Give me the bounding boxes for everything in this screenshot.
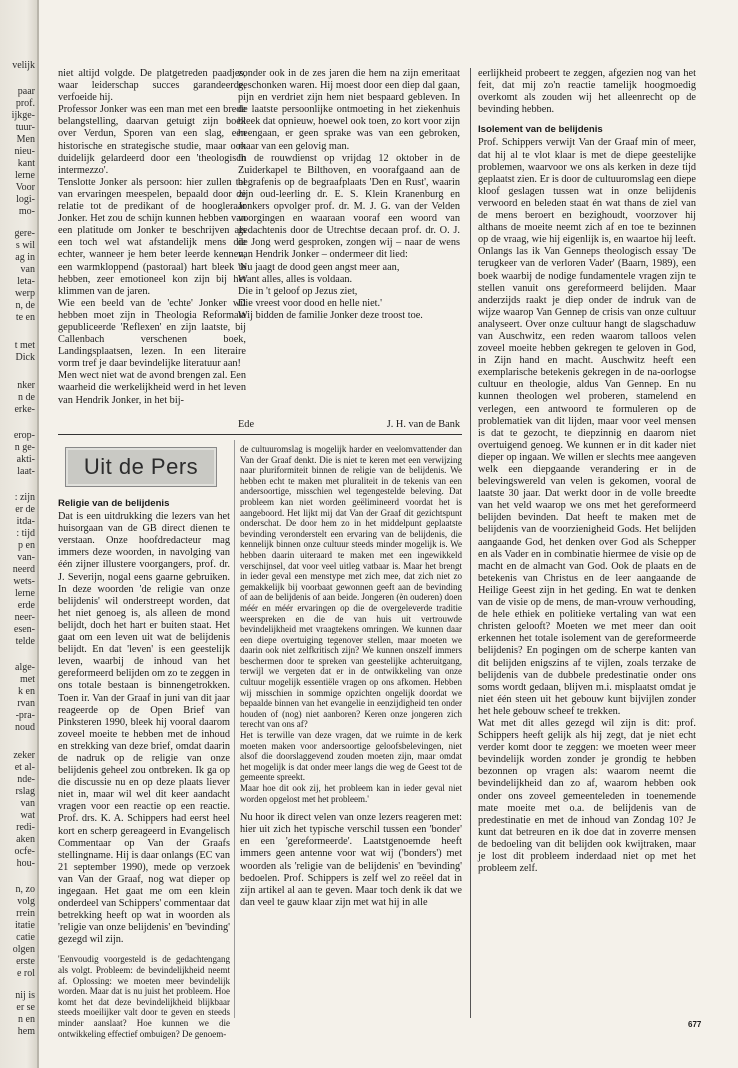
paragraph: Maar hoe dit ook zij, het probleem kan in ieder geval niet worden opgelost met het probleem.': [240, 783, 462, 804]
verse-line: 'Nu jaagt de dood geen angst meer aan,: [238, 261, 400, 273]
paragraph: Professor Jonker was een man met een brede belangstelling, daarvan getuigt zijn boek over Verdun, Sporen van een slag, een historische en strategische studie, maar ook duidelijk gelardeerd door een 'theologisch intermezzo'.: [58, 104, 246, 176]
previous-page-text-fragment: prof.: [15, 98, 35, 109]
previous-page-text-fragment: nieu-: [14, 146, 35, 157]
column-divider: [234, 440, 235, 1018]
previous-page-text-fragment: itatie: [15, 920, 35, 931]
previous-page-text-fragment: logi-: [16, 194, 35, 205]
previous-page-text-fragment: erste: [16, 956, 35, 967]
previous-page-text-fragment: neer-: [14, 612, 35, 623]
previous-page-text-fragment: werp: [15, 288, 35, 299]
previous-page-text-fragment: n, zo: [15, 884, 35, 895]
previous-page-text-fragment: tuur-: [15, 122, 35, 133]
previous-page-text-fragment: ijkge-: [11, 110, 35, 121]
paragraph: Tenslotte Jonker als persoon: hier zullen tal van ervaringen meespelen, bepaald door de relatie tot de predikant of de hoogleraar Jonker. Het zou de schijn kunnen hebben van een platitude om Jonker te beschrijven als een toch wel wat afstandelijk mens die echter, wanneer je hem beter leerde kennen, een warmkloppend (pastoraal) hart bleek te hebben, zeer emotioneel kon zijn bij het klimmen van de jaren.: [58, 176, 246, 297]
previous-page-edge: [0, 0, 38, 1068]
previous-page-text-fragment: p en: [18, 540, 35, 551]
previous-page-text-fragment: ag in: [15, 252, 35, 263]
previous-page-text-fragment: leta-: [17, 276, 35, 287]
paragraph: Prof. Schippers verwijt Van der Graaf min of meer, dat hij al te vlot klaar is met de diepe geestelijke problemen, waarvoor we ons als kerken in deze tijd geplaatst zien. Er is door de cultuuromslag een diepe kloof geslagen tussen wat in onze belijdenis verwoord en beleden staat én wat thans de ziel van de mens beroert en bezighoudt, voorzover hij althans de moeite neemt zich af en toe te bezinnen op de vraag, wie hij eigenlijk is, en waartoe hij leeft. Onlangs las ik Van Genneps theologisch essay 'De terugkeer van de verloren Vader' (Baarn, 1989), een boek waarbij de nodige fundamentele vragen zijn te stellen vanuit ons gereformeerd belijden. Maar anderzijds raakt je diep onder de indruk van de wijze waarop Van Gennep de crisis van onze cultuur analyseert. Over onze cultuur hangt de slagschaduw van Auschwitz, een reden waarom talloos velen zoveel moeite hebben gekregen te geloven in God, in Zijn hand en macht. Auschwitz heeft een exemplarische betekenis gekregen in de na-oorlogse cultuur en theologie, aldus Van Gennep. En nu kunnen theologen wel proberen, stamelend en verlegen, een antwoord te formuleren op de problematiek van dit lijden, maar voor veel mensen is dat te gezocht, te diepzinnig en daarom niet overtuigend genoeg. We kunnen er in dit kader niet dieper op ingaan. We willen er slechts mee aangeven welk een diepgaande verandering er in de belevingswereld van velen is gekomen, vooral de laatste 30 jaar. Dat werkt door in de volle breedte van het veld waarop we ons met het gereformeerd belijden bevinden. Dat heeft te maken met de belijdenis van de voorzienigheid Gods. Het belijden aangaande God, het denken over God als Schepper en als Vader en in combinatie hiermee de visie op de macht en de almacht van God. Ook de plaats en de betekenis van Christus en de leer aangaande de Heilige Geest zijn in het geding. En wat te denken van de visie op de mens, de man-vrouw verhouding, de hele ethiek en politieke vertaling van wat een christen gelooft? Moeten we met meer dan ooit erkennen het totale isolement van de gereformeerde belijdenis? En pogingen om de scherpe kanten van dit belijden enigszins af te vijlen, zoals terzake de belijdenis van de dubbele predestinatie onder ons soms wordt gedaan, blijven m.i. misplaatst omdat je niet één steen uit het gebouw kunt bijvijlen zonder het hele gebouw scheef te trekken.: [478, 137, 696, 717]
previous-page-text-fragment: van: [20, 264, 35, 275]
previous-page-text-fragment: nde-: [17, 774, 35, 785]
previous-page-text-fragment: wat: [20, 810, 35, 821]
previous-page-text-fragment: Dick: [15, 352, 35, 363]
previous-page-text-fragment: zeker: [13, 750, 35, 761]
previous-page-text-fragment: hou-: [16, 858, 35, 869]
previous-page-text-fragment: van: [20, 798, 35, 809]
column-2-bottom: [240, 444, 462, 1016]
previous-page-text-fragment: catie: [16, 932, 35, 943]
paragraph: zonder ook in de zes jaren die hem na zijn emeritaat geschonken waren. Hij moest door een diep dal gaan, pijn en verdriet zijn hem niet bespaard gebleven. In de laatste persoonlijke ontmoeting in het ziekenhuis bleek dat opnieuw, hoewel ook toen, zo kort voor zijn heengaan, er geen sprake was van een gebroken, maar van een gelovig man.: [238, 68, 460, 152]
paragraph: eerlijkheid probeert te zeggen, afgezien nog van het feit, dat mij zo'n reactie tamelijk hoogmoedig overkomt als zouden wij het alleenrecht op de bevinding hebben.: [478, 68, 696, 116]
previous-page-text-fragment: noud: [15, 722, 35, 733]
quote-block: [240, 444, 462, 804]
paragraph: In de rouwdienst op vrijdag 12 oktober in de Zuiderkapel te Bilthoven, en voorafgaand aan de begrafenis op de begraafplaats 'Den en Rust', waarin zijn oud-leerling dr. E. S. Klein Kranenburg en Jonkers opvolger prof. dr. M. J. G. van der Velden voorgingen en waaraan vooraf een woord van gedachtenis door de Utrechtse decaan prof. dr. O. J. de Jong werd gesproken, zongen wij – naar de wens van Hendrik Jonker – ondermeer dit lied:: [238, 152, 460, 261]
previous-page-text-fragment: -pra-: [15, 710, 35, 721]
previous-page-text-fragment: te en: [15, 312, 35, 323]
previous-page-text-fragment: esen-: [13, 624, 35, 635]
previous-page-text-fragment: aken: [16, 834, 35, 845]
previous-page-text-fragment: paar: [17, 86, 35, 97]
previous-page-text-fragment: hem: [17, 1026, 35, 1037]
previous-page-text-fragment: ocfe-: [14, 846, 35, 857]
paragraph: Men wect niet wat de avond brengen zal. Een waarheid die werkelijkheid werd in het leven van Hendrik Jonker, in het bij-: [58, 370, 246, 406]
previous-page-text-fragment: er de: [15, 504, 35, 515]
previous-page-text-fragment: erde: [17, 600, 35, 611]
hymn-verse: [238, 262, 460, 310]
previous-page-text-fragment: akti-: [16, 454, 35, 465]
previous-page-text-fragment: lerne: [15, 170, 35, 181]
previous-page-text-fragment: van-: [17, 552, 35, 563]
column-2-top: [238, 68, 460, 418]
previous-page-text-fragment: rrein: [16, 908, 35, 919]
signature-place: Ede: [238, 419, 255, 430]
previous-page-text-fragment: n ge-: [14, 442, 35, 453]
previous-page-text-fragment: met: [20, 674, 35, 685]
previous-page-text-fragment: et al-: [14, 762, 35, 773]
previous-page-text-fragment: k en: [18, 686, 35, 697]
previous-page-text-fragment: n, de: [15, 300, 35, 311]
verse-line: Die vreest voor dood en helle niet.': [238, 297, 382, 309]
previous-page-text-fragment: : tijd: [16, 528, 35, 539]
previous-page-text-fragment: neerd: [12, 564, 35, 575]
verse-line: Want alles, alles is voldaan.: [238, 273, 353, 285]
paragraph: Wij bidden de familie Jonker deze troost toe.: [238, 309, 423, 321]
column-1-top: [58, 68, 246, 412]
previous-page-text-fragment: laat-: [17, 466, 35, 477]
previous-page-text-fragment: nker: [17, 380, 35, 391]
page-number: 677: [688, 1020, 702, 1029]
previous-page-text-fragment: s wil: [15, 240, 35, 251]
paragraph: Nu hoor ik direct velen van onze lezers reageren met: hier uit zich het typische verschil tussen een 'bonder' en een 'gereformeerde'. Laatstgenoemde heeft immers geen antenne voor wat wij ('bonders') met woorden als 'religie van de belijdenis' en 'bevinding' bedoelen. Prof. Schippers is zelf wel zo reëel dat in zijn artikel al aan te geven. Maar toch denk ik dat we dan veel te gauw klaar zijn met wat hij in alle: [240, 812, 462, 908]
previous-page-text-fragment: alge-: [15, 662, 35, 673]
section-banner: [65, 447, 217, 487]
previous-page-text-fragment: lerne: [15, 588, 35, 599]
signature-line: [238, 419, 460, 430]
previous-page-text-fragment: rvan: [17, 698, 35, 709]
previous-page-text-fragment: n de: [18, 392, 35, 403]
subheading: Religie van de belijdenis: [58, 498, 170, 509]
previous-page-text-fragment: rslag: [15, 786, 35, 797]
previous-page-text-fragment: e rol: [16, 968, 35, 979]
previous-page-text-fragment: t met: [14, 340, 35, 351]
paragraph: Het is terwille van deze vragen, dat we ruimte in de kerk moeten maken voor andersoortige geloofsbelevingen, niet alsof die doorslaggevend zouden moeten zijn, maar omdat het mogelijk is dat onder meer langs die weg de Geest tot de gemeente spreekt.: [240, 730, 462, 783]
previous-page-text-fragment: mo-: [18, 206, 35, 217]
paragraph: de cultuuromslag is mogelijk harder en veelomvattender dan Van der Graaf denkt. Die is niet te keren met een verwijzing naar pluriformiteit binnen de religie van de belijdenis. We hebben echt te maken met pluraliteit in de tekenis van een andersoortige, misschien wel tegengestelde beleving. Dat probleem kan niet worden geëlimineerd voordat het is aangeboord. Het lijkt mij dat Van der Graaf dit gezichtspunt onderschat. De door hem zo in het middelpunt geplaatste bevinding veronderstelt een ervaring van de belijdenis, die kennelijk binnen onze cultuur steeds minder mogelijk is. We hebben daarin uiteraard te maken met een ingewikkeld verschijnsel, dat voor veel uitleg vatbaar is. Maar het brengt in ieder geval een menstype met zich mee, dat zich niet zo gemakkelijk bij voorbaat gewonnen geeft aan de bevinding of aan de belijdenis of aan beide. Jongeren (èn ouderen) doen méér en méér ervaringen op die de overgeleverde traditie weerspreken en die de van huis uit vertrouwde bevindelijkheid met vraagtekens omringen. We kunnen daar een diepe overtuiging tegenover stellen, maar moeten we daarin ook niet zelfkritisch zijn? We kunnen onszelf immers beschermen door te spreken van geestelijke achteruitgang, terwijl we vergeten dat er in de ontwikkeling van onze cultuur mogelijk essentiële vragen op ons afkomen. Hebben wij misschien in sommige opzichten ongelijk doordat we bepaalde binnen van het evangelie in eenzijdigheid ten onder houden of (nog) niet aanboren? Keren onze jongeren zich terecht van ons af?: [240, 444, 462, 730]
previous-page-text-fragment: redi-: [16, 822, 35, 833]
previous-page-text-fragment: velijk: [12, 60, 35, 71]
subheading: Isolement van de belijdenis: [478, 124, 603, 136]
column-1-bottom: [58, 495, 230, 1039]
previous-page-text-fragment: olgen: [12, 944, 35, 955]
quote-block: 'Eenvoudig voorgesteld is de gedachtengang als volgt. Probleem: de bevindelijkheid neemt af. Oplossing: we moeten meer bevindelijk worden. Maar dat is nu juist het probleem. Hoe komt het dat deze bevindelijkheid blijkbaar steeds moeilijker valt door te geven en steeds minder aanslaat? Hoe kunnen we die ontwikkeling effectief ombuigen? De genoem-: [58, 954, 230, 1039]
paragraph: Dat is een uitdrukking die lezers van het huisorgaan van de GB direct dienen te verstaan. Onze hoofdredacteur mag immers deze woorden, in navolging van één zijner illustere voorgangers, prof. dr. J. Severijn, nogal eens gaarne gebruiken. In deze woorden 'de religie van onze belijdenis' wil onderstreept worden, dat het niet genoeg is, als alleen de mond belijdt, doch het hart er buiten staat. Het gaat om een leven uit wat de belijdenis belijdt. En dat 'leven' is een geestelijk leven, waarbij de inhoud van het gereformeerd belijden om zo te zeggen in ons totale bestaan is binnengetrokken. Toen ir. Van der Graaf in juni van dit jaar reageerde op de Open Brief van Pinksteren 1990, bleek hij vooral daarom zoveel moeite te hebben met de inhoud en strekking van deze brief, omdat daarin de nadruk op de religie van onze belijdenis geheel zou ontbreken. Ik ga op die discussie nu en op deze plaats liever niet in, maar wil wel dit keer aandacht vragen voor een reactie op een reactie. Prof. drs. K. A. Schippers had eerst heel kort en scherp gereageerd in Evangelisch Commentaar op Van der Graafs stellingname. Hij is daar onlangs (EC van 21 september 1990), mede op verzoek van Van der Graaf, nog wat dieper op ingegaan. Het gaat me om een klein onderdeel van Schippers' commentaar dat betrekking heeft op wat in woorden als 'religie van onze belijdenis' en 'bevinding' gezegd wil zijn.: [58, 511, 230, 946]
previous-page-text-fragment: : zijn: [14, 492, 35, 503]
paragraph: niet altijd volgde. De platgetreden paadjes, waar leiderschap succes garandeerde, verfoeide hij.: [58, 68, 246, 104]
page-binding-line: [37, 0, 39, 1068]
previous-page-text-fragment: erop-: [13, 430, 35, 441]
previous-page-text-fragment: itda-: [16, 516, 35, 527]
previous-page-text-fragment: er se: [16, 1002, 35, 1013]
section-divider: [58, 434, 462, 435]
paragraph: Wat met dit alles gezegd wil zijn is dit: prof. Schippers heeft gelijk als hij zegt, dat je niet echt verder komt door te zeggen: we moeten weer meer bevindelijk worden zonder je grondig te hebben bezonnen op vragen als: waarom neemt die bevindelijkheid dan zo af, waarom hebben ook onder ons zoveel gemeenteleden in toenemende mate moeite met o.a. de belijdenis van de predestinatie en met de inhoud van Zondag 10? Je kunt dat betreuren en ik doe dat in zoverre mensen de bedoeling van dit belijden ook kwijtraken, maar je lost dit probleem inderdaad niet op met het probleem zelf.: [478, 717, 696, 875]
previous-page-text-fragment: Men: [16, 134, 35, 145]
previous-page-text-fragment: nij is: [15, 990, 35, 1001]
previous-page-text-fragment: telde: [15, 636, 35, 647]
previous-page-text-fragment: gere-: [14, 228, 35, 239]
previous-page-text-fragment: erke-: [14, 404, 35, 415]
column-divider: [470, 68, 471, 1018]
verse-line: Die in 't geloof op Jezus ziet,: [238, 285, 358, 297]
previous-page-text-fragment: volg: [17, 896, 35, 907]
previous-page-text-fragment: Voor: [15, 182, 35, 193]
signature-author: J. H. van de Bank: [386, 419, 460, 430]
paragraph: Wie een beeld van de 'echte' Jonker wil hebben moet zijn in Theologia Reformata gepubliceerde 'Reflexen' en zijn laatste, bij Callenbach verschenen boek, Landingsplaatsen, lezen. In een literaire vorm tref je daar bevindelijke literatuur aan!: [58, 297, 246, 370]
previous-page-text-fragment: n en: [18, 1014, 35, 1025]
previous-page-text-fragment: wets-: [13, 576, 35, 587]
previous-page-text-fragment: kant: [17, 158, 35, 169]
section-title: Uit de Pers: [83, 454, 199, 479]
column-3: [478, 68, 696, 1016]
